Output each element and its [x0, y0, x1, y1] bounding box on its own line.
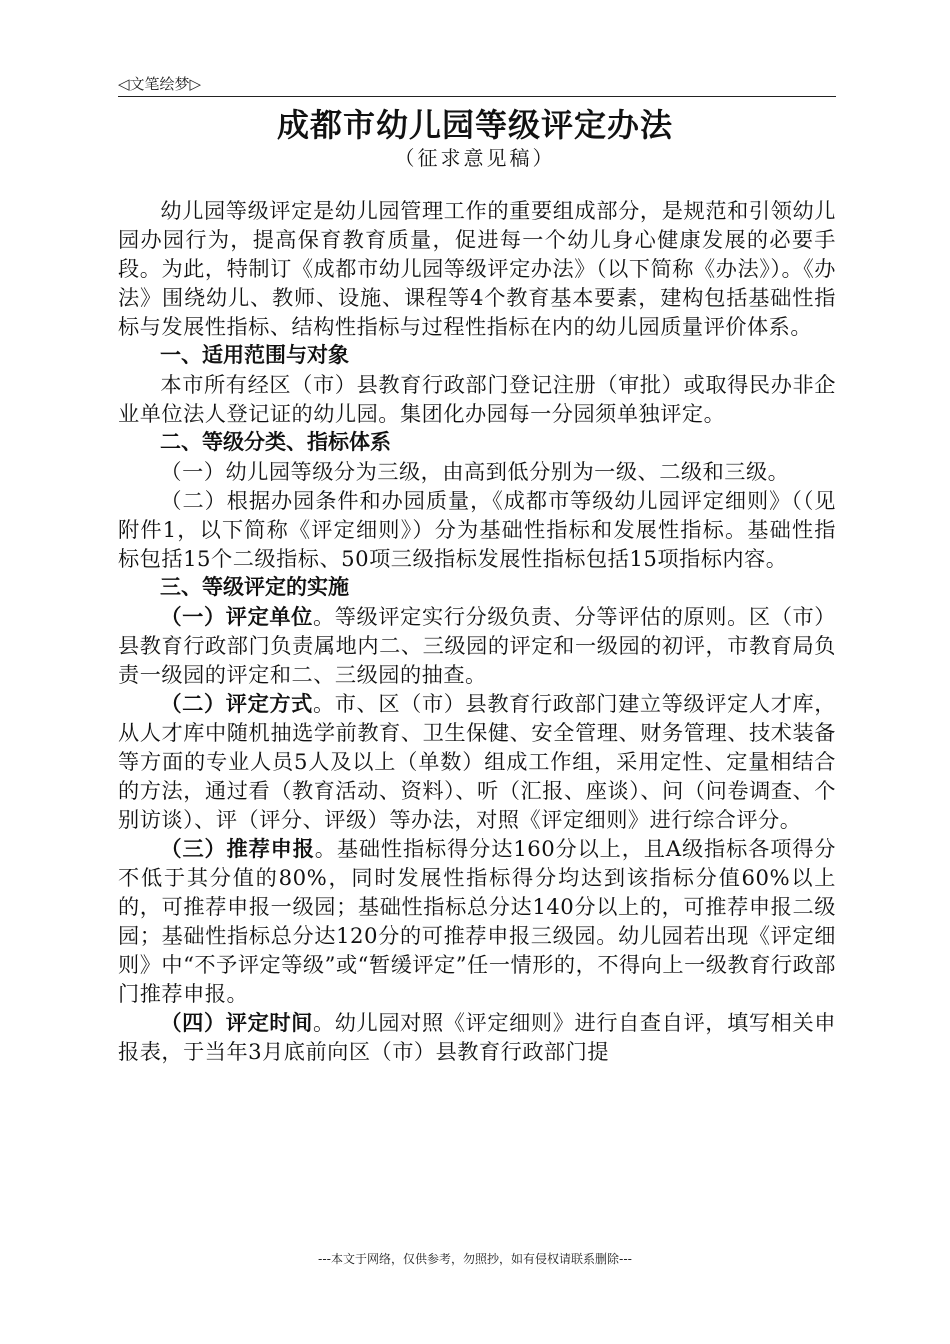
section-1-paragraph: 本市所有经区（市）县教育行政部门登记注册（审批）或取得民办非企业单位法人登记证的幼儿园。集团化办园每一分园须单独评定。: [118, 372, 836, 426]
section-1-heading: 一、适用范围与对象: [160, 343, 349, 367]
section-2-paragraph-2: （二）根据办园条件和办园质量，《成都市等级幼儿园评定细则》（（见附件1，以下简称《评定细则》）分为基础性指标和发展性指标。基础性指标包括15个二级指标、50项三级指标发展性指标包括15项指标内容。: [118, 488, 836, 571]
section-3-paragraph-4: [118, 1008, 836, 1066]
paragraph-lead: （二）评定方式: [160, 691, 313, 716]
section-2-heading: 二、等级分类、指标体系: [160, 430, 391, 454]
document-body: [118, 196, 836, 1066]
document-title: 成都市幼儿园等级评定办法: [276, 106, 673, 144]
header-rule: [118, 96, 836, 97]
section-2-paragraph-1: （一）幼儿园等级分为三级，由高到低分别为一级、二级和三级。: [160, 459, 790, 484]
paragraph-text: 。等级评定实行分级负责、分等评估的原则。区（市）县教育行政部门负责属地内二、三级园的评定和一级园的初评，市教育局负责一级园的评定和二、三级园的抽查。: [118, 604, 836, 687]
footer-disclaimer: ---本文于网络，仅供参考，勿照抄，如有侵权请联系删除---: [318, 1252, 632, 1266]
section-3-paragraph-2: [118, 689, 836, 834]
section-3-heading: 三、等级评定的实施: [160, 575, 349, 599]
paragraph-lead: （四）评定时间: [160, 1010, 313, 1035]
paragraph-text: 。市、区（市）县教育行政部门建立等级评定人才库，从人才库中随机抽选学前教育、卫生保健、安全管理、财务管理、技术装备等方面的专业人员5人及以上（单数）组成工作组，采用定性、定量相结合的方法，通过看（教育活动、资料）、听（汇报、座谈）、问（问卷调查、个别访谈）、评（评分、评级）等办法，对照《评定细则》进行综合评分。: [118, 691, 836, 832]
paragraph-text: 。基础性指标得分达160分以上，且A级指标各项得分不低于其分值的80%，同时发展性指标得分均达到该指标分值60%以上的，可推荐申报一级园；基础性指标总分达140分以上的，可推荐申报二级园；基础性指标总分达120分的可推荐申报三级园。幼儿园若出现《评定细则》中“不予评定等级”或“暂缓评定”任一情形的，不得向上一级教育行政部门推荐申报。: [118, 836, 836, 1006]
document-subtitle: （征求意见稿）: [394, 146, 556, 170]
paragraph-lead: （一）评定单位: [160, 604, 313, 629]
paragraph-lead: （三）推荐申报: [160, 836, 315, 861]
section-3-paragraph-3: [118, 834, 836, 1008]
section-3-paragraph-1: [118, 602, 836, 689]
header-mark: ◁文笔绘梦▷: [118, 75, 202, 93]
paragraph-text: 。幼儿园对照《评定细则》进行自查自评，填写相关申报表，于当年3月底前向区（市）县教育行政部门提: [118, 1010, 836, 1064]
intro-paragraph: 幼儿园等级评定是幼儿园管理工作的重要组成部分，是规范和引领幼儿园办园行为，提高保育教育质量，促进每一个幼儿身心健康发展的必要手段。为此，特制订《成都市幼儿园等级评定办法》（以下简称《办法》）。《办法》围绕幼儿、教师、设施、课程等4个教育基本要素，建构包括基础性指标与发展性指标、结构性指标与过程性指标在内的幼儿园质量评价体系。: [118, 198, 836, 339]
